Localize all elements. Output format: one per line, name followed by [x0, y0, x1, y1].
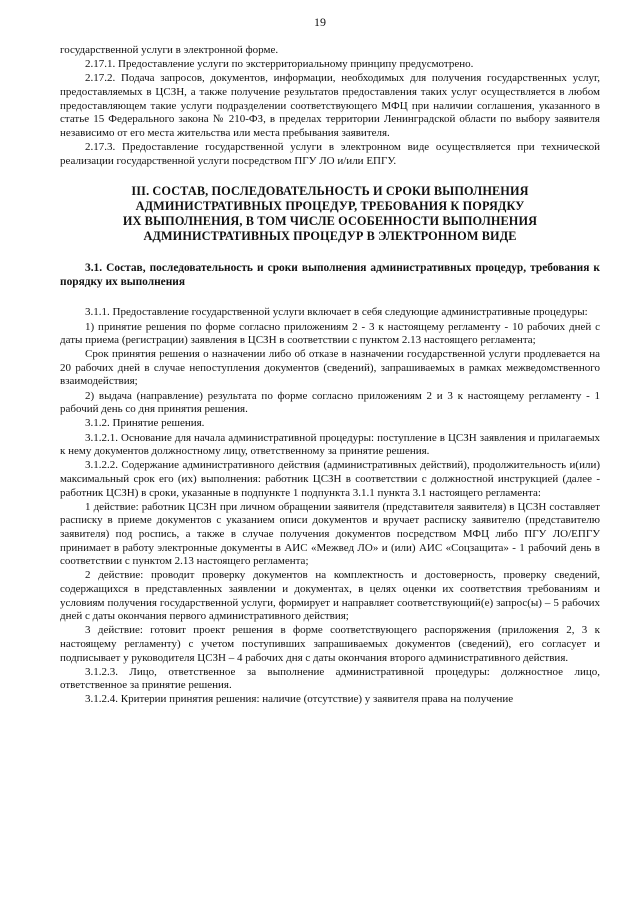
paragraph: 2.17.2. Подача запросов, документов, информации, необходимых для получения государственных услуг, предоставляемых в ЦСЗН, а также получение результатов предоставления таких услуг осуществляется в любом предоставляющем такие услуги подразделении соответствующего МФЦ при наличии соглашения, указанного в статье 15 Федерального закона № 210-ФЗ, в пределах территории Ленинградской области по выбору заявителя независимо от его места жительства или места пребывания заявителя.	[60, 72, 600, 139]
subsection-title: 3.1. Состав, последовательность и сроки выполнения административных процедур, требования к порядку их выполнения	[60, 262, 600, 289]
paragraph: 2.17.1. Предоставление услуги по экстерриториальному принципу предусмотрено.	[85, 58, 474, 71]
section-title-line: ИХ ВЫПОЛНЕНИЯ, В ТОМ ЧИСЛЕ ОСОБЕННОСТИ ВЫПОЛНЕНИЯ	[122, 213, 538, 228]
paragraph: 3.1.2.2. Содержание административного действия (административных действий), продолжительность и(или) максимальный срок его (их) выполнения: работник ЦСЗН в соответствии с должностной инструкцией (далее - работник ЦСЗН) в сроки, указанные в подпункте 1 подпункта 3.1.1 пункта 3.1 настоящего регламента:	[60, 459, 600, 499]
paragraph: 3 действие: готовит проект решения в форме соответствующего распоряжения (приложения 2, 3 к настоящему регламенту) с учетом поступивших запрашиваемых документов (сведений), его согласует и подписывает у руководителя ЦСЗН – 4 рабочих дня с даты окончания второго административного действия.	[60, 624, 600, 664]
section-title-line: АДМИНИСТРАТИВНЫХ ПРОЦЕДУР В ЭЛЕКТРОННОМ ВИДЕ	[143, 228, 517, 243]
paragraph: 3.1.2.1. Основание для начала административной процедуры: поступление в ЦСЗН заявления и прилагаемых к нему документов должностному лицу, ответственному за принятие решения.	[60, 431, 600, 458]
paragraph: 2.17.3. Предоставление государственной услуги в электронном виде осуществляется при технической реализации государственной услуги посредством ПГУ ЛО и/или ЕПГУ.	[60, 140, 600, 167]
paragraph: 1) принятие решения по форме согласно приложениям 2 - 3 к настоящему регламенту - 10 рабочих дней с даты приема (регистрации) заявления в ЦСЗН в соответствии с пунктом 2.13 настоящего регламента;	[60, 320, 600, 347]
page-content	[60, 44, 600, 708]
paragraph: государственной услуги в электронной форме.	[60, 44, 279, 56]
section-title-line: АДМИНИСТРАТИВНЫХ ПРОЦЕДУР, ТРЕБОВАНИЯ К ПОРЯДКУ	[135, 198, 525, 213]
paragraph: Срок принятия решения о назначении либо об отказе в назначении государственной услуги продлевается на 20 рабочих дней в случае непоступления документов (сведений), запрашиваемых в рамках межведомственного взаимодействия;	[60, 348, 600, 388]
paragraph: 3.1.2.3. Лицо, ответственное за выполнение административной процедуры: должностное лицо, ответственное за принятие решения.	[60, 665, 600, 692]
paragraph: 2 действие: проводит проверку документов на комплектность и достоверность, проверку сведений, содержащихся в представленных заявлении и документах, в целях оценки их соответствия требованиям и условиям получения государственной услуги, формирует и направляет соответствующий(е) запрос(ы) – 5 рабочих дней с даты окончания первого административного действия;	[60, 569, 600, 623]
paragraph: 3.1.1. Предоставление государственной услуги включает в себя следующие административные процедуры:	[85, 306, 588, 319]
section-title	[60, 184, 600, 243]
paragraph: 3.1.2.4. Критерии принятия решения: наличие (отсутствие) у заявителя права на получение	[85, 693, 514, 706]
page-number: 19	[314, 15, 326, 29]
section-title-line: III. СОСТАВ, ПОСЛЕДОВАТЕЛЬНОСТЬ И СРОКИ ВЫПОЛНЕНИЯ	[131, 184, 529, 199]
paragraph: 1 действие: работник ЦСЗН при личном обращении заявителя (представителя заявителя) в ЦСЗН составляет расписку в приеме документов с указанием описи документов и вручает расписку заявителю (представителю заявителя) под роспись, а также в случае получения документов посредством МФЦ либо ПГУ ЛО/ЕПГУ принимает в работу электронные документы в АИС «Межвед ЛО» и (или) АИС «Соцзащита» - 1 рабочий день в соответствии с пунктом 2.13 настоящего регламента;	[60, 500, 600, 568]
paragraph: 2) выдача (направление) результата по форме согласно приложениям 2 и 3 к настоящему регламенту - 1 рабочий день со дня принятия решения.	[60, 389, 600, 416]
paragraph: 3.1.2. Принятие решения.	[85, 417, 205, 430]
